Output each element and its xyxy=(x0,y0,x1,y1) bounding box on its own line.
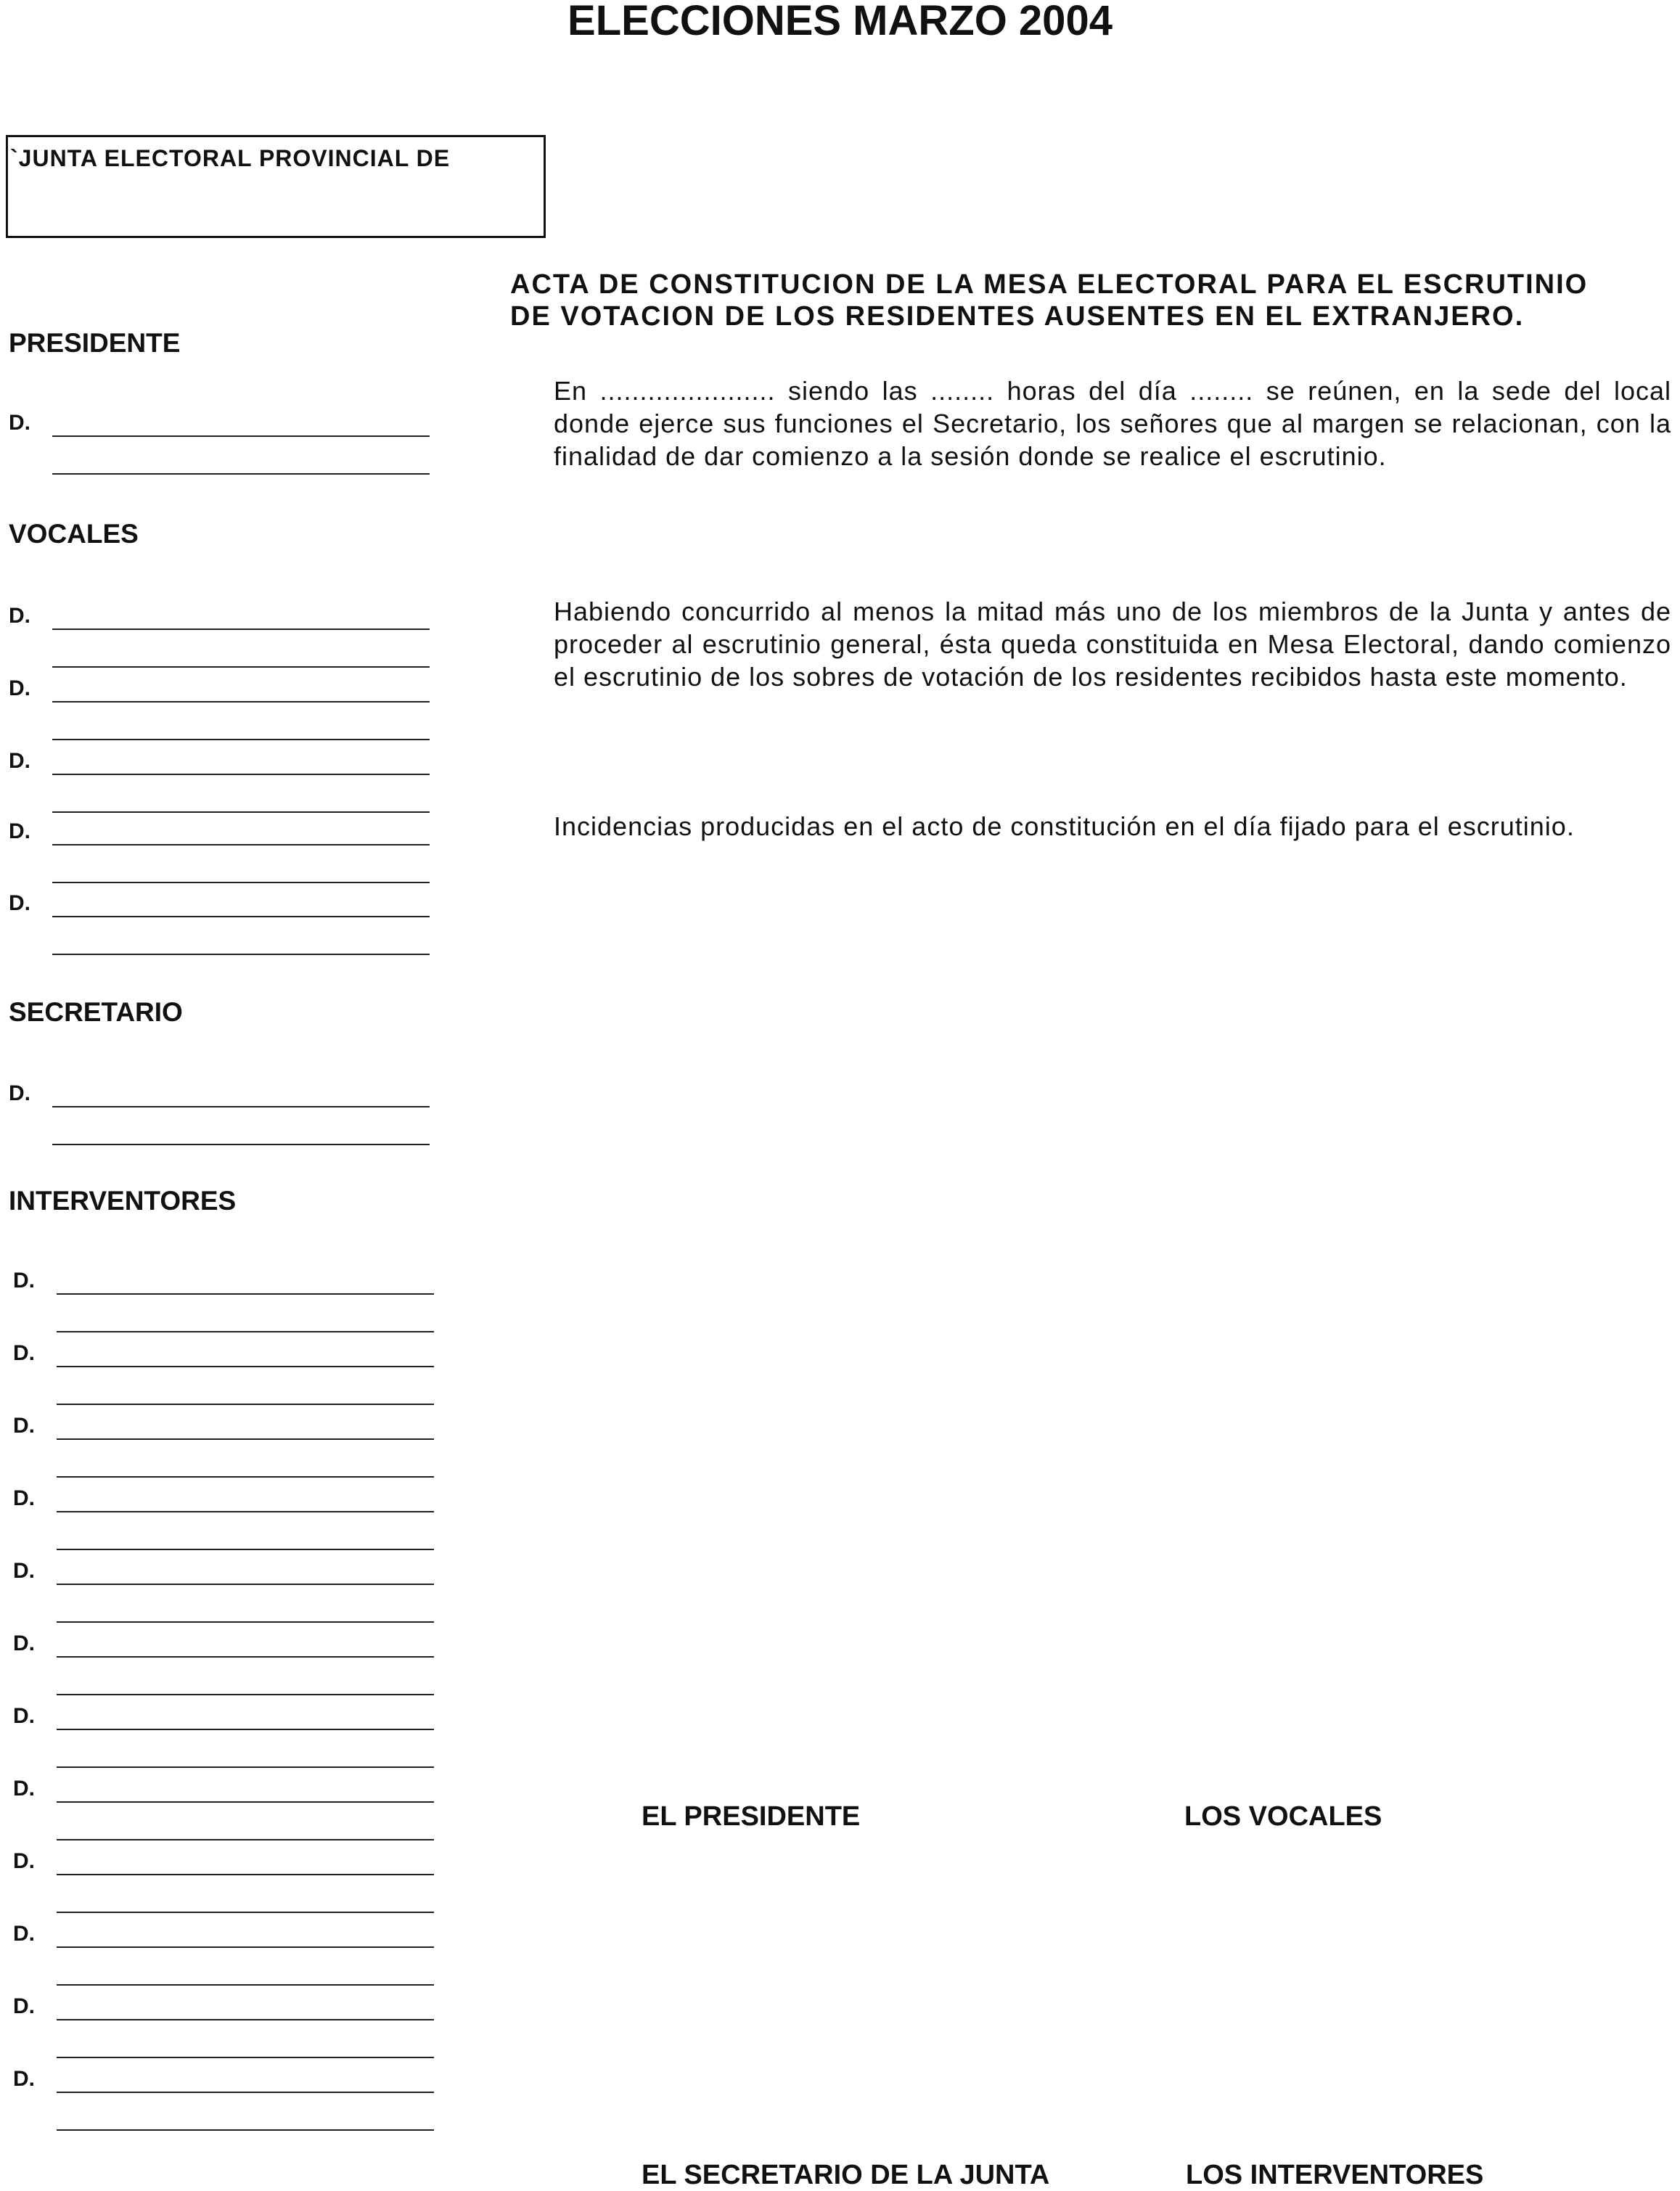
entry-line-second[interactable] xyxy=(57,1404,434,1405)
entry-line[interactable] xyxy=(52,774,430,775)
entry-line-second[interactable] xyxy=(52,954,430,955)
entry-prefix: D. xyxy=(13,1486,35,1510)
entry-line-second[interactable] xyxy=(52,811,430,813)
acta-title-line-1: ACTA DE CONSTITUCION DE LA MESA ELECTORAL PARA EL ESCRUTINIO xyxy=(510,269,1589,300)
section-secretario: SECRETARIO xyxy=(9,997,183,1027)
entry-prefix: D. xyxy=(9,604,30,628)
entry-line-second[interactable] xyxy=(52,473,430,475)
entry-line[interactable] xyxy=(57,1366,434,1367)
signature-interventores: LOS INTERVENTORES xyxy=(1186,2160,1484,2190)
entry-line[interactable] xyxy=(57,1874,434,1875)
entry-line[interactable] xyxy=(57,1438,434,1440)
paragraph-incidencias: Incidencias producidas en el acto de constitución en el día fijado para el escrutinio. xyxy=(554,811,1575,841)
section-interventores: INTERVENTORES xyxy=(9,1186,237,1216)
entry-prefix: D. xyxy=(9,1081,30,1105)
acta-title-line-2: DE VOTACION DE LOS RESIDENTES AUSENTES EN EL EXTRANJERO. xyxy=(510,301,1525,332)
entry-line-second[interactable] xyxy=(57,1694,434,1695)
entry-prefix: D. xyxy=(13,1922,35,1946)
entry-line-second[interactable] xyxy=(57,1476,434,1478)
paragraph-constitution: Habiendo concurrido al menos la mitad más uno de los miembros de la Junta y antes de proceder al escrutinio general, ésta queda constituida en Mesa Electoral, dando comienzo el escrutinio de los sobres de votación de los residentes recibidos hasta este momento. xyxy=(554,597,1671,692)
entry-line[interactable] xyxy=(57,1511,434,1512)
entry-prefix: D. xyxy=(13,1994,35,2018)
entry-line-second[interactable] xyxy=(57,1839,434,1840)
entry-line[interactable] xyxy=(57,1801,434,1803)
document-title: ELECCIONES MARZO 2004 xyxy=(567,0,1113,44)
entry-line-second[interactable] xyxy=(52,1144,430,1145)
entry-line-second[interactable] xyxy=(52,666,430,668)
section-presidente: PRESIDENTE xyxy=(9,328,181,358)
entry-prefix: D. xyxy=(13,1341,35,1365)
entry-line[interactable] xyxy=(57,2092,434,2093)
entry-line-second[interactable] xyxy=(57,1549,434,1550)
entry-prefix: D. xyxy=(9,891,30,915)
entry-prefix: D. xyxy=(9,749,30,773)
entry-prefix: D. xyxy=(13,1559,35,1583)
entry-prefix: D. xyxy=(13,1849,35,1873)
acta-title xyxy=(510,269,1671,332)
section-vocales: VOCALES xyxy=(9,519,139,549)
signature-secretario: EL SECRETARIO DE LA JUNTA xyxy=(642,2160,1050,2190)
entry-line-second[interactable] xyxy=(57,2129,434,2131)
entry-line[interactable] xyxy=(52,1106,430,1107)
entry-prefix: D. xyxy=(13,1631,35,1655)
entry-prefix: D. xyxy=(9,676,30,700)
signature-presidente: EL PRESIDENTE xyxy=(642,1801,861,1832)
entry-prefix: D. xyxy=(13,1777,35,1801)
entry-prefix: D. xyxy=(13,1269,35,1293)
entry-line[interactable] xyxy=(52,435,430,437)
entry-prefix: D. xyxy=(13,1414,35,1438)
entry-line-second[interactable] xyxy=(57,2057,434,2058)
entry-line-second[interactable] xyxy=(57,1984,434,1986)
entry-prefix: D. xyxy=(9,411,30,435)
entry-line[interactable] xyxy=(57,1584,434,1585)
paragraph-opening: En ...................... siendo las ........ horas del día ........ se reúnen, en la sede del local donde ejerce sus funciones el Secretario, los señores que al margen se relacionan, con la finalidad de dar comienzo a la sesión donde se realice el escrutinio. xyxy=(554,376,1671,471)
signature-vocales: LOS VOCALES xyxy=(1184,1801,1382,1832)
entry-line[interactable] xyxy=(52,701,430,703)
entry-line[interactable] xyxy=(57,1656,434,1658)
entry-line[interactable] xyxy=(57,1946,434,1948)
junta-label: `JUNTA ELECTORAL PROVINCIAL DE xyxy=(10,145,451,171)
entry-line[interactable] xyxy=(57,2019,434,2020)
entry-prefix: D. xyxy=(9,819,30,843)
entry-prefix: D. xyxy=(13,1704,35,1728)
entry-prefix: D. xyxy=(13,2067,35,2091)
entry-line-second[interactable] xyxy=(57,1912,434,1913)
entry-line[interactable] xyxy=(52,844,430,845)
entry-line-second[interactable] xyxy=(52,739,430,740)
entry-line[interactable] xyxy=(57,1293,434,1295)
entry-line[interactable] xyxy=(57,1729,434,1730)
entry-line-second[interactable] xyxy=(57,1766,434,1768)
entry-line-second[interactable] xyxy=(52,882,430,883)
entry-line[interactable] xyxy=(52,916,430,917)
entry-line[interactable] xyxy=(52,628,430,630)
entry-line-second[interactable] xyxy=(57,1621,434,1623)
entry-line-second[interactable] xyxy=(57,1331,434,1332)
